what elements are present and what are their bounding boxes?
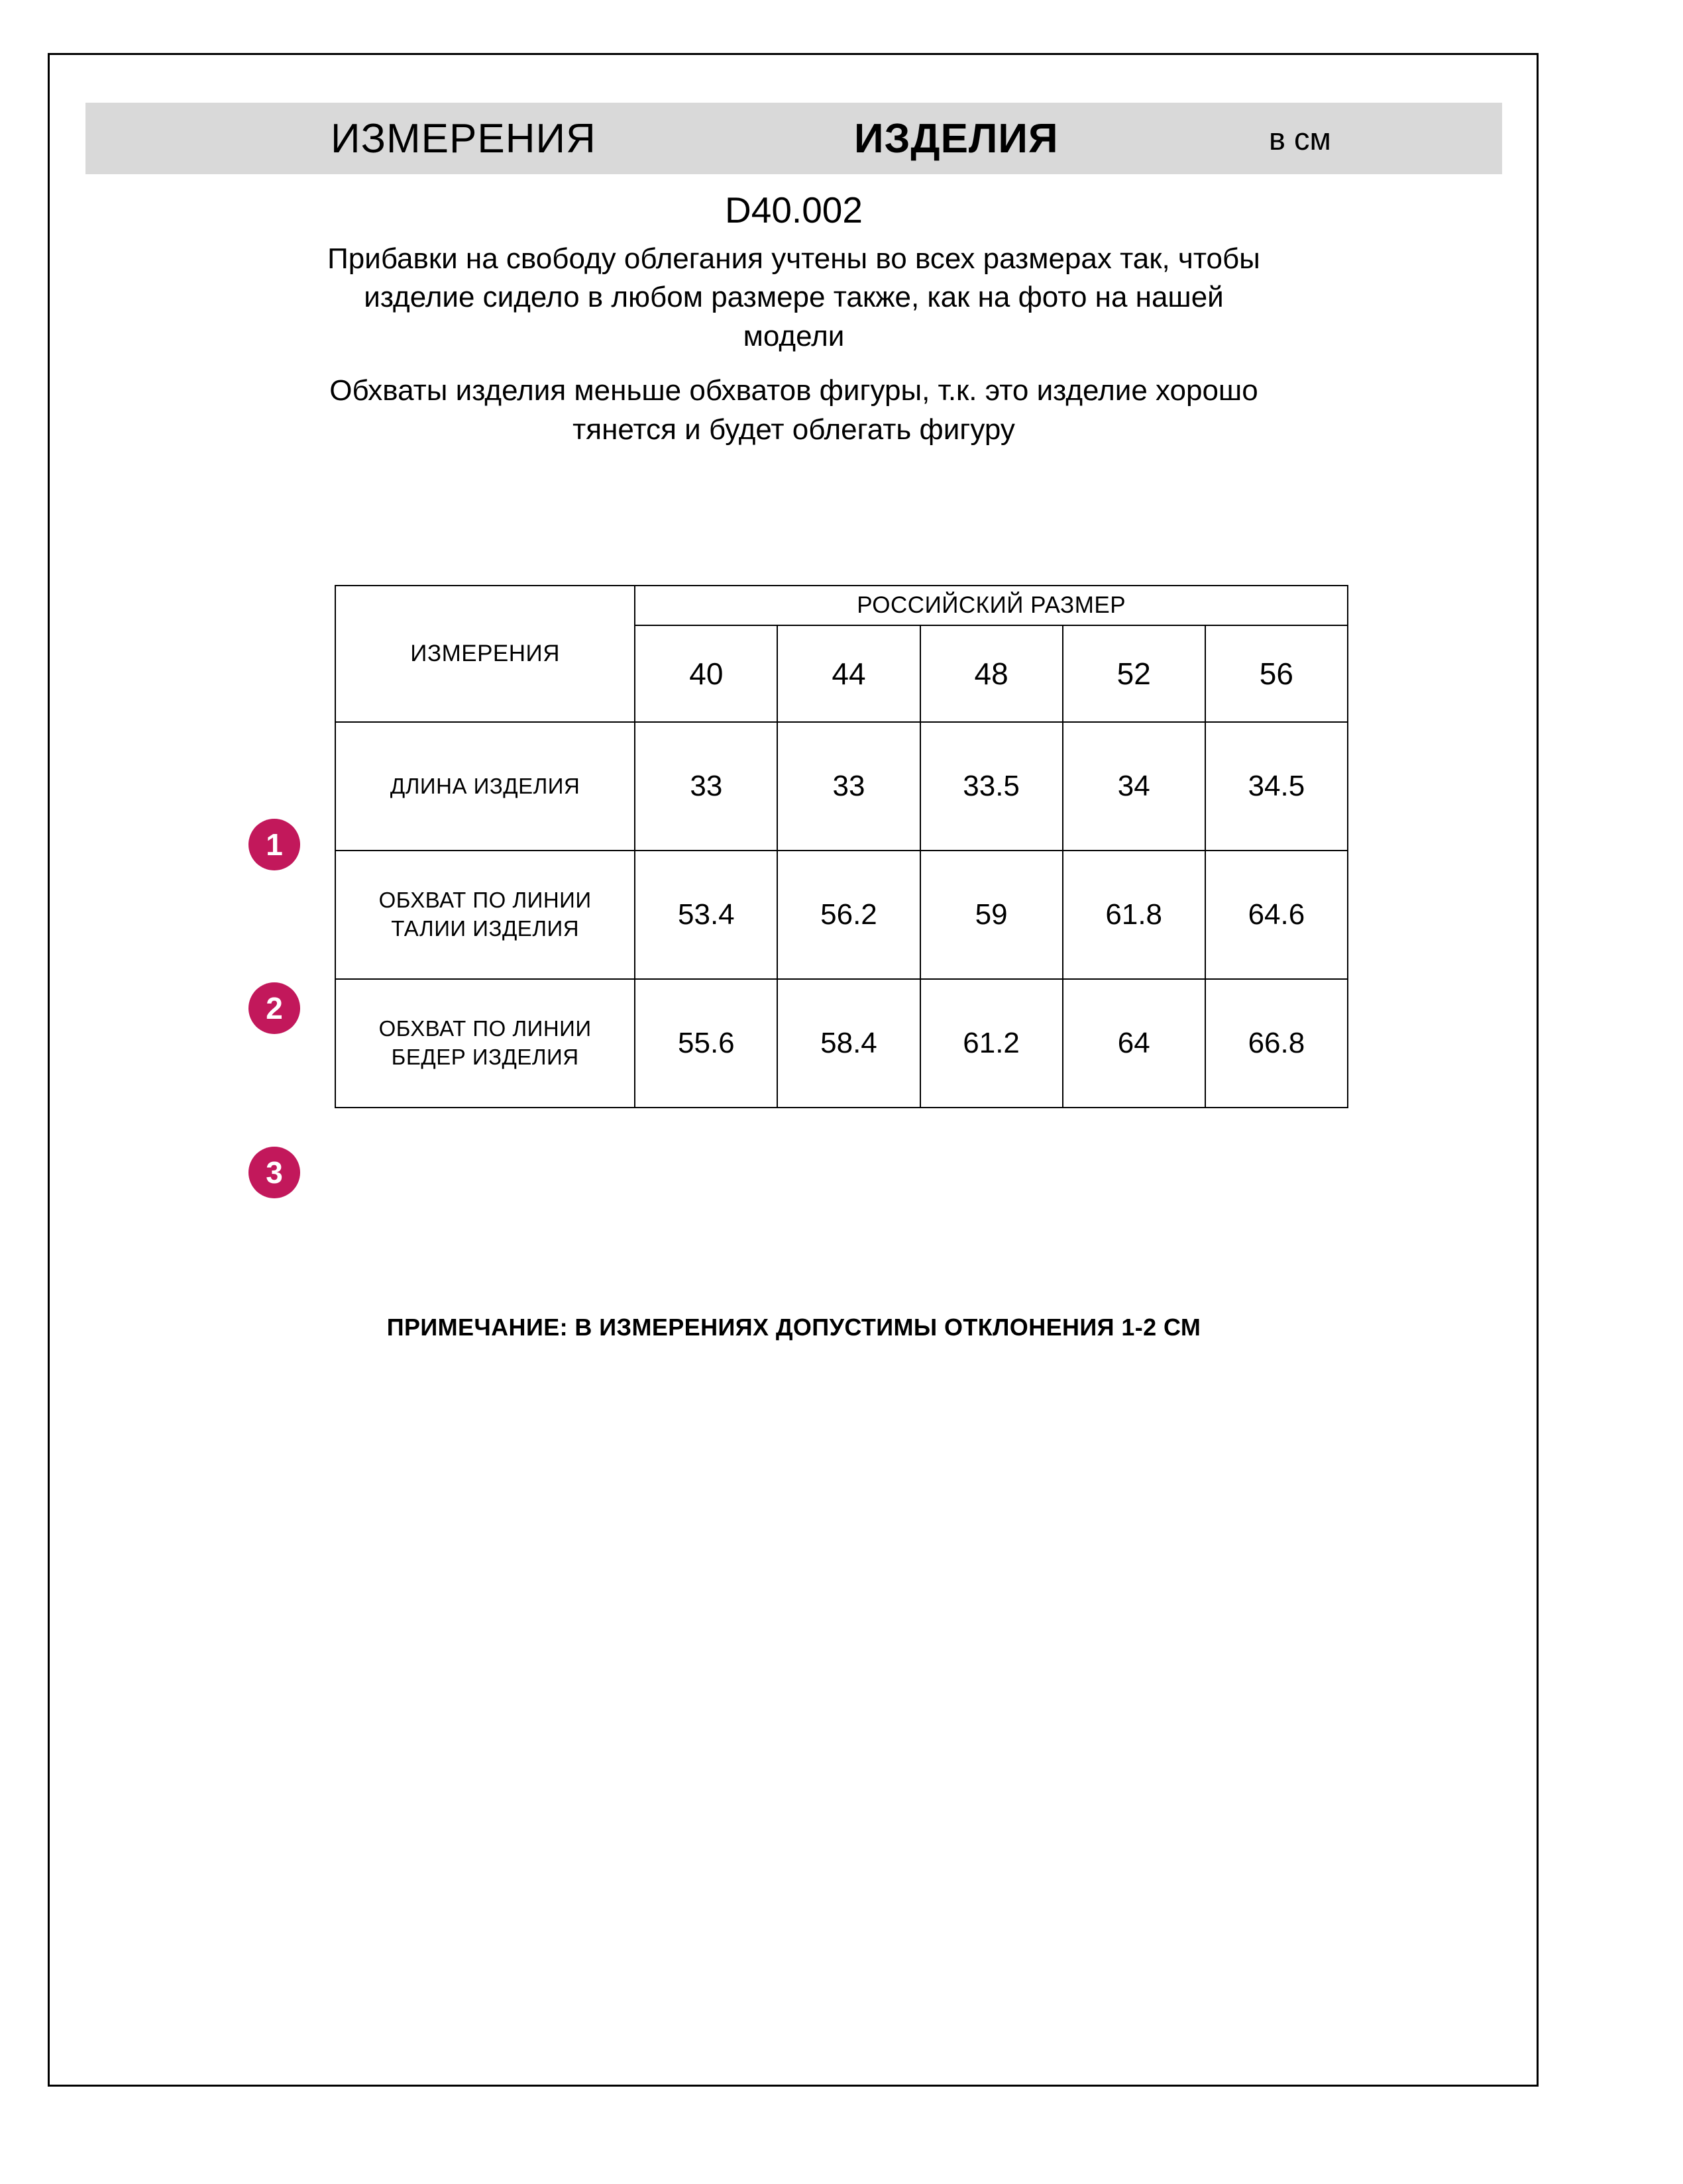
header-size-group: РОССИЙСКИЙ РАЗМЕР: [635, 586, 1348, 625]
cell-2-3: 64: [1063, 979, 1205, 1108]
banner-title-product: ИЗДЕЛИЯ: [854, 115, 1059, 162]
cell-2-0: 55.6: [635, 979, 777, 1108]
table-header-group-row: [335, 586, 1348, 625]
size-chart-page: [48, 53, 1539, 2087]
row-badge-1: 1: [248, 819, 300, 870]
row-label-1: ОБХВАТ ПО ЛИНИИ ТАЛИИ ИЗДЕЛИЯ: [335, 851, 635, 979]
cell-2-1: 58.4: [777, 979, 920, 1108]
cell-0-3: 34: [1063, 722, 1205, 851]
cell-0-4: 34.5: [1205, 722, 1348, 851]
header-measurements-label: ИЗМЕРЕНИЯ: [335, 586, 635, 722]
row-badge-3: 3: [248, 1147, 300, 1198]
table-row: [335, 722, 1348, 851]
cell-2-2: 61.2: [920, 979, 1063, 1108]
intro-paragraph-2: Обхваты изделия меньше обхватов фигуры, т.к. это изделие хорошо тянется и будет облегать фигуру: [329, 374, 1258, 446]
cell-1-3: 61.8: [1063, 851, 1205, 979]
header-size-3: 52: [1063, 625, 1205, 722]
cell-1-1: 56.2: [777, 851, 920, 979]
intro-block: [85, 187, 1502, 449]
header-banner: [85, 103, 1502, 174]
cell-2-4: 66.8: [1205, 979, 1348, 1108]
note-text: ПРИМЕЧАНИЕ: В ИЗМЕРЕНИЯХ ДОПУСТИМЫ ОТКЛОНЕНИЯ 1-2 СМ: [386, 1314, 1201, 1341]
table-row: [335, 979, 1348, 1108]
cell-1-2: 59: [920, 851, 1063, 979]
measurements-table: [335, 585, 1348, 1108]
row-label-2: ОБХВАТ ПО ЛИНИИ БЕДЕР ИЗДЕЛИЯ: [335, 979, 635, 1108]
banner-title-measurements: ИЗМЕРЕНИЯ: [331, 115, 596, 162]
header-size-4: 56: [1205, 625, 1348, 722]
cell-1-4: 64.6: [1205, 851, 1348, 979]
cell-0-2: 33.5: [920, 722, 1063, 851]
header-size-1: 44: [777, 625, 920, 722]
table-row: [335, 851, 1348, 979]
cell-0-0: 33: [635, 722, 777, 851]
header-size-0: 40: [635, 625, 777, 722]
row-label-0: ДЛИНА ИЗДЕЛИЯ: [335, 722, 635, 851]
cell-1-0: 53.4: [635, 851, 777, 979]
banner-unit-label: в см: [1269, 121, 1331, 156]
header-size-2: 48: [920, 625, 1063, 722]
cell-0-1: 33: [777, 722, 920, 851]
intro-paragraph-1: Прибавки на свободу облегания учтены во всех размерах так, чтобы изделие сидело в любом размере также, как на фото на нашей модели: [327, 242, 1260, 352]
model-code: D40.002: [725, 189, 863, 231]
row-badge-2: 2: [248, 982, 300, 1034]
measurements-table-wrapper: [335, 585, 1348, 1108]
